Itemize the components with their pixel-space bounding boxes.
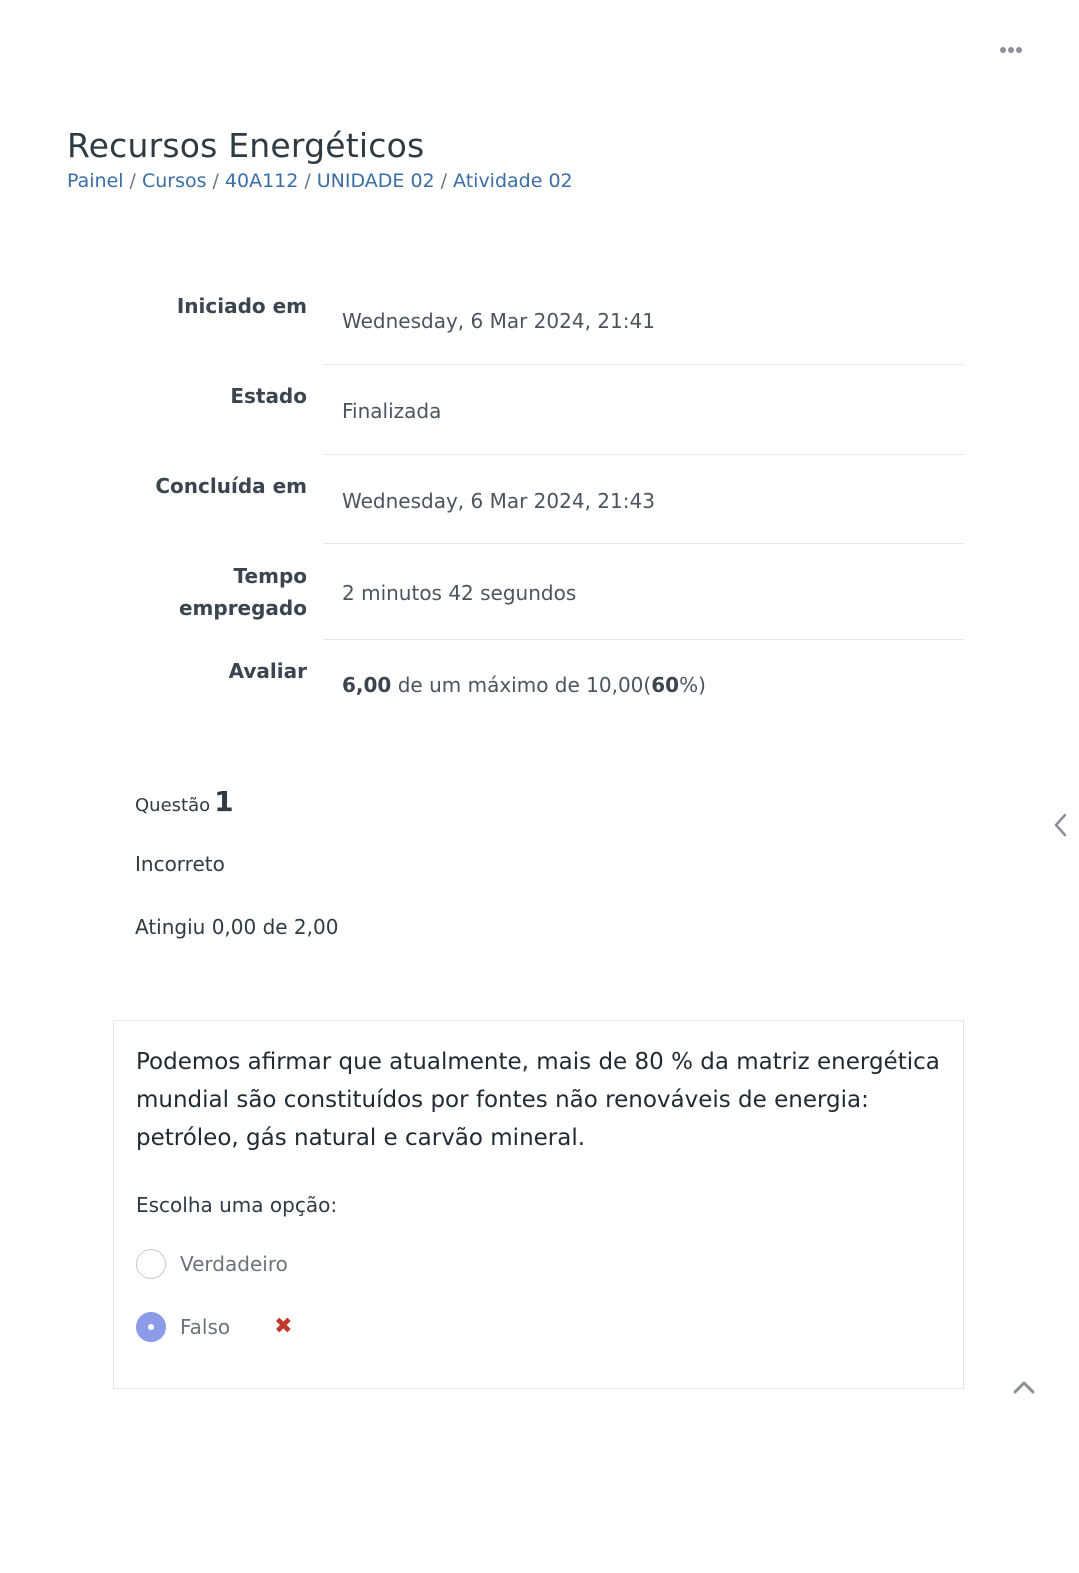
page-title: Recursos Energéticos [67,126,425,165]
state-value: Finalizada [342,399,442,423]
radio-button[interactable] [136,1249,166,1279]
chevron-up-icon[interactable] [1011,1378,1037,1396]
grade-score: 6,00 [342,673,392,697]
grade-value [342,673,706,697]
breadcrumb-separator: / [304,170,311,192]
row-divider [323,454,964,455]
grade-label: Avaliar [228,659,307,683]
option-label: Falso [180,1315,231,1339]
breadcrumb [67,170,573,192]
breadcrumb-item-course[interactable]: 40A112 [224,170,299,192]
grade-text-end: %) [679,673,706,697]
time-label-line2: empregado [178,596,307,620]
answer-option-verdadeiro[interactable] [136,1248,288,1280]
completed-value: Wednesday, 6 Mar 2024, 21:43 [342,489,655,513]
row-divider [323,639,964,640]
state-label: Estado [230,384,307,408]
question-state: Incorreto [135,852,225,876]
question-number: 1 [214,785,234,818]
breadcrumb-item-cursos[interactable]: Cursos [141,170,207,192]
grade-percent: 60 [651,673,680,697]
time-label-line1: Tempo [233,564,307,588]
option-label: Verdadeiro [180,1252,288,1276]
row-divider [323,364,964,365]
breadcrumb-separator: / [129,170,136,192]
question-content-box [113,1020,964,1389]
breadcrumb-separator: / [212,170,219,192]
question-text: Podemos afirmar que atualmente, mais de 80 % da matriz energética mundial são constituídos por fontes não renováveis de energia: petróleo, gás natural e carvão mineral. [136,1049,940,1151]
row-divider [323,543,964,544]
question-label: Questão [135,795,211,816]
radio-button-checked[interactable] [136,1312,166,1342]
breadcrumb-separator: / [440,170,448,192]
answer-option-falso[interactable] [136,1311,293,1343]
breadcrumb-item-unit[interactable]: UNIDADE 02 [316,170,435,192]
started-label: Iniciado em [176,294,307,318]
time-value: 2 minutos 42 segundos [342,581,577,605]
breadcrumb-item-activity[interactable]: Atividade 02 [453,170,573,192]
breadcrumb-item-painel[interactable]: Painel [67,170,124,192]
completed-label: Concluída em [155,474,307,498]
more-horizontal-icon[interactable] [1000,44,1026,56]
question-heading [135,785,234,818]
question-grade: Atingiu 0,00 de 2,00 [135,915,339,939]
chevron-left-icon[interactable] [1052,812,1070,838]
question-prompt: Escolha uma opção: [136,1193,338,1217]
started-value: Wednesday, 6 Mar 2024, 21:41 [342,309,655,333]
grade-text: de um máximo de 10,00( [391,673,652,697]
incorrect-x-icon: ✖ [274,1314,293,1339]
